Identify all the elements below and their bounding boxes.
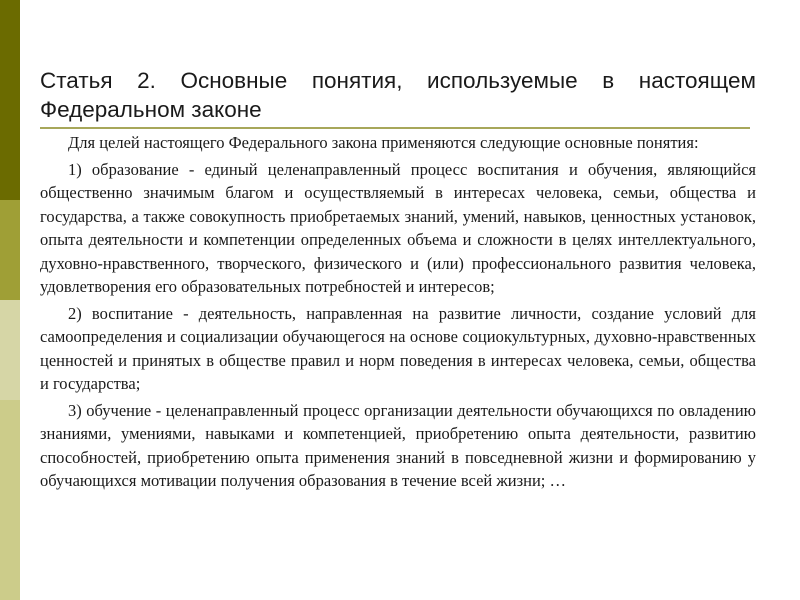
- sidebar-stripe: [0, 0, 20, 600]
- slide-title: Статья 2. Основные понятия, используемые в настоящем Федеральном законе: [40, 68, 756, 122]
- intro-paragraph: Для целей настоящего Федерального закона применяются следующие основные понятия:: [68, 133, 699, 152]
- definition-teaching: 3) обучение - целенаправленный процесс организации деятельности обучающихся по овладению знаниями, умениями, навыками и компетенцией, приобретению опыта деятельности, развитию способностей, приобретению опыта применения знаний в повседневной жизни и формированию у обучающихся мотивации получения образования в течение всей жизни; …: [40, 400, 756, 490]
- sidebar-block-dark: [0, 0, 20, 200]
- definition-upbringing: 2) воспитание - деятельность, направленная на развитие личности, создание условий для самоопределения и социализации обучающегося на основе социокультурных, духовно-нравственных ценностей и принятых в обществе правил и норм поведения в интересах человека, семьи, общества и государства;: [40, 303, 756, 393]
- title-divider: [40, 127, 750, 129]
- sidebar-block-mid: [0, 200, 20, 300]
- sidebar-block-light: [0, 300, 20, 400]
- sidebar-block-pale: [0, 400, 20, 600]
- definition-education: 1) образование - единый целенаправленный процесс воспитания и обучения, являющийся общественно значимым благом и осуществляемый в интересах человека, семьи, общества и государства, а также совокупность приобретаемых знаний, умений, навыков, ценностных установок, опыта деятельности и компетенции определенных объема и сложности в целях интеллектуального, духовно-нравственного, творческого, физического и (или) профессионального развития человека, удовлетворения его образовательных потребностей и интересов;: [40, 159, 756, 296]
- slide-body: [40, 131, 756, 496]
